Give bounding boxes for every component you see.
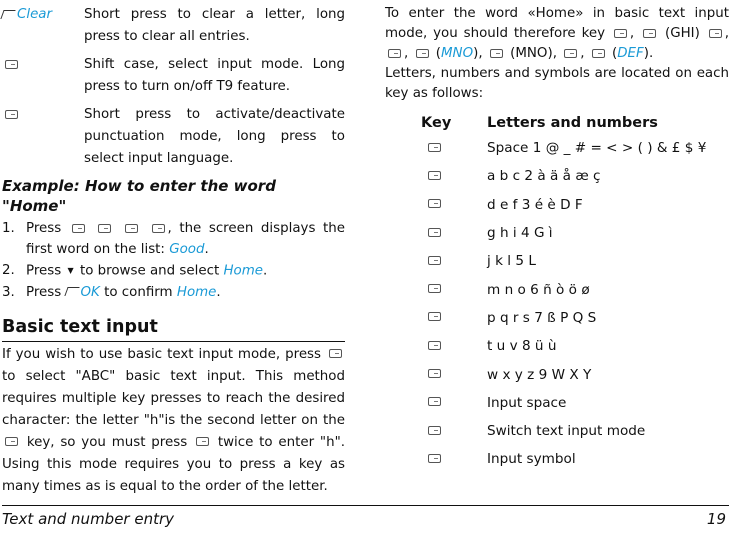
table-cell-letters: Input space xyxy=(487,394,567,411)
down-arrow-icon: ▼ xyxy=(67,266,74,275)
table-cell-letters: p q r s 7 ß P Q S xyxy=(487,309,597,326)
key-icon xyxy=(428,312,441,321)
table-cell-letters: Input symbol xyxy=(487,451,576,468)
word-home: Home xyxy=(223,263,264,279)
key-icon xyxy=(428,454,441,463)
key-icon xyxy=(428,256,441,265)
table-cell-letters: j k l 5 L xyxy=(487,253,536,270)
hash-key-description: Short press to activate/deactivate punctuation mode, long press to select input language. xyxy=(84,107,345,166)
table-row xyxy=(385,134,729,162)
right-intro: To enter the word «Home» in basic text input mode, you should therefore key , (GHI) , , (MNO), (MNO), , (DEF). Letters, numbers and symbols are located on each key as follows: xyxy=(385,6,729,101)
table-row xyxy=(385,304,729,332)
table-cell-letters: Space 1 @ _ # = < > ( ) & £ $ ¥ xyxy=(487,140,707,157)
table-row xyxy=(385,275,729,303)
clear-label: Clear xyxy=(17,7,53,22)
ok-softkey-icon xyxy=(64,287,79,296)
star-key-description: Shift case, select input mode. Long press to turn on/off T9 feature. xyxy=(84,57,345,94)
star-key-icon xyxy=(5,60,18,69)
steps-list xyxy=(2,218,345,303)
key-4-icon xyxy=(196,437,209,446)
key-4-icon xyxy=(643,29,656,38)
key-4-icon xyxy=(72,224,85,233)
table-row xyxy=(385,191,729,219)
header-letters: Letters and numbers xyxy=(487,115,658,131)
key-icon xyxy=(428,199,441,208)
step-1: 1. Press , the screen displays the first word on the list: Good. xyxy=(2,221,345,257)
seq-def: DEF xyxy=(617,46,644,61)
clear-key-icon xyxy=(0,10,15,19)
table-cell-letters: a b c 2 à ä å æ ç xyxy=(487,168,601,185)
section-title: Basic text input xyxy=(2,315,345,342)
header-key: Key xyxy=(421,115,452,131)
seq-ghi: GHI xyxy=(670,26,695,41)
ok-label: OK xyxy=(80,284,100,300)
key-3-icon xyxy=(152,224,165,233)
key-6-icon xyxy=(416,49,429,58)
table-cell-letters: t u v 8 ü ù xyxy=(487,338,557,355)
table-header xyxy=(385,112,729,134)
key-icon xyxy=(428,426,441,435)
table-row xyxy=(385,360,729,388)
key-letter-table xyxy=(385,112,729,474)
word-good: Good xyxy=(169,242,205,257)
key-3-icon xyxy=(592,49,605,58)
word-home-confirm: Home xyxy=(176,284,217,300)
key-6-icon xyxy=(388,49,401,58)
table-row xyxy=(385,219,729,247)
example-title: Example: How to enter the word "Home" xyxy=(2,177,276,215)
key-icon xyxy=(428,143,441,152)
key-6-icon xyxy=(98,224,111,233)
key-icon xyxy=(428,284,441,293)
key-icon xyxy=(428,369,441,378)
step-3: 3. Press OK to confirm Home. xyxy=(2,284,221,300)
table-cell-letters: d e f 3 é è D F xyxy=(487,196,583,213)
hash-key-icon xyxy=(5,110,18,119)
table-cell-letters: w x y z 9 W X Y xyxy=(487,366,592,383)
basic-input-paragraph: If you wish to use basic text input mode, press to select "ABC" basic text input. This method requires multiple key presses to reach the desired character: the letter "h"is the second letter on the key, so you must press twice to enter "h". Using this mode requires you to press a key as many times as is equal to the order of the letter. xyxy=(2,346,345,494)
star-key-row xyxy=(2,54,345,98)
table-row xyxy=(385,417,729,445)
table-row xyxy=(385,445,729,473)
table-cell-letters: m n o 6 ñ ò ö ø xyxy=(487,281,590,298)
table-row xyxy=(385,389,729,417)
key-6-icon xyxy=(125,224,138,233)
left-column xyxy=(2,4,345,498)
table-cell-letters: g h i 4 G ì xyxy=(487,225,553,242)
table-row xyxy=(385,162,729,190)
key-6-icon xyxy=(709,29,722,38)
key-4-icon xyxy=(614,29,627,38)
key-icon xyxy=(428,341,441,350)
key-3-icon xyxy=(564,49,577,58)
key-icon xyxy=(428,397,441,406)
table-row xyxy=(385,247,729,275)
table-row xyxy=(385,332,729,360)
key-4-icon xyxy=(5,437,18,446)
right-column xyxy=(385,4,729,474)
key-6-icon xyxy=(490,49,503,58)
clear-key-description: Short press to clear a letter, long press to clear all entries. xyxy=(84,7,345,44)
seq-mno-1: MNO xyxy=(441,46,474,61)
table-cell-letters: Switch text input mode xyxy=(487,423,646,440)
footer-title: Text and number entry xyxy=(2,510,175,528)
hash-key-row xyxy=(2,104,345,170)
clear-key-row xyxy=(2,4,345,48)
clear-key-cell xyxy=(2,4,84,48)
step-2: 2. Press ▼ to browse and select Home. xyxy=(2,263,268,279)
page-number: 19 xyxy=(706,510,726,528)
key-icon xyxy=(428,171,441,180)
star-key-icon xyxy=(329,349,342,358)
table-body xyxy=(385,134,729,474)
footer-divider xyxy=(2,505,729,506)
key-icon xyxy=(428,228,441,237)
seq-mno-2: MNO xyxy=(515,46,548,61)
